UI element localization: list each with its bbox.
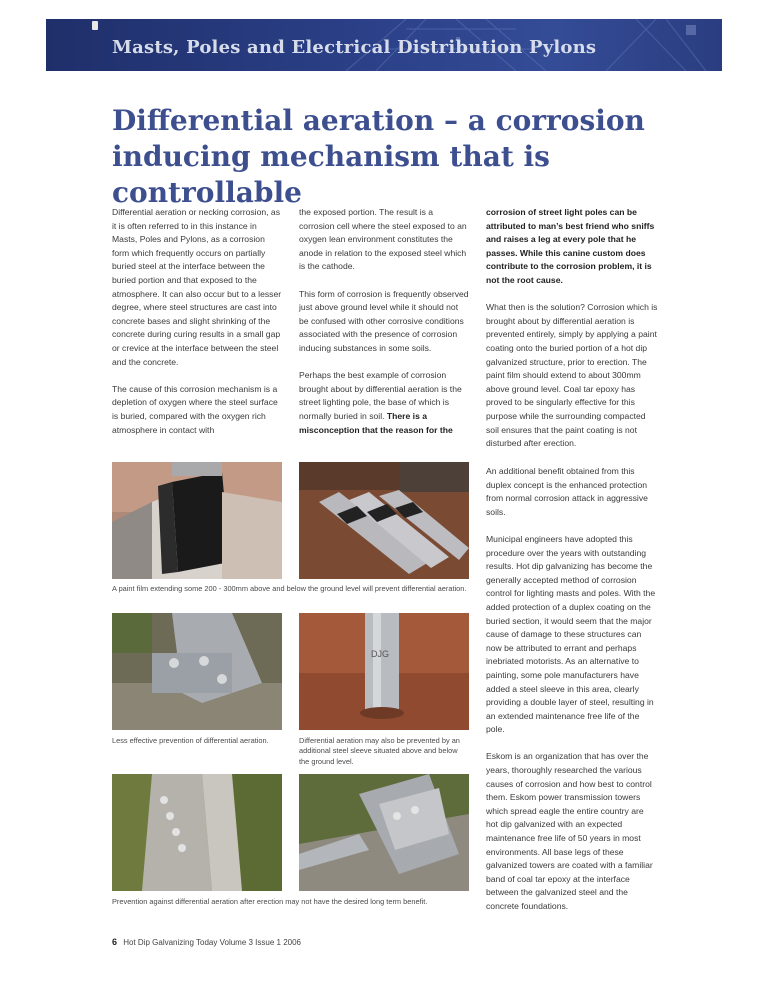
paragraph: Municipal engineers have adopted this procedure over the years with outstanding results. Hot dip galvanizing has become the generally accepted method of corrosion control for lighting masts and poles. With the added protection of a duplex coating on the buried section, it would seem that the major cause of damage to these structures can now be attributed to errant and perhaps inebriated motorists. As an alternative to painting, some pole manufacturers have added a steel sleeve in this area, clearly providing a double layer of steel, resulting in an extended maintenance free life of the pole. bbox=[486, 533, 656, 735]
paragraph: Eskom is an organization that has over the years, thoroughly researched the various causes of corrosion and how best to control them. Eskom power transmission towers which spread eagle the entire country are hot dip galvanized with an expected maintenance free life of 50 years in most environments. All base legs of these galvanized towers are coated with a familiar band of coal tar epoxy at the interface between the galvanized steel and the concrete foundations. bbox=[486, 751, 653, 911]
photo-pole-steel-sleeve bbox=[299, 613, 469, 730]
photo-tower-leg-grass bbox=[112, 774, 282, 891]
photo-tower-leg-concrete bbox=[299, 774, 469, 891]
section-marker-icon bbox=[92, 21, 98, 30]
paragraph: The cause of this corrosion mechanism is a depletion of oxygen where the steel surface is buried, compared with the oxygen rich atmosphere in contact with bbox=[112, 383, 278, 435]
paragraph: An additional benefit obtained from this duplex concept is the enhanced protection from normal corrosion attack in aggressive soils. bbox=[486, 466, 648, 517]
photo-coated-poles-stacked bbox=[299, 462, 469, 579]
paragraph: What then is the solution? Corrosion which is brought about by differential aeration is prevented entirely, simply by applying a paint coating onto the buried portion of a hot dip galvanized structure, prior to erection. The paint film should extend to about 300mm above ground level. Coal tar epoxy has proved to be singularly effective for this purpose while the surrounding compacted soil ensures that the paint coating is not disturbed after erection. bbox=[486, 302, 658, 449]
paragraph bbox=[299, 369, 469, 437]
photo-caption: Prevention against differential aeration after erection may not have the desired long term benefit. bbox=[112, 897, 428, 906]
page-footer bbox=[112, 937, 301, 947]
paragraph-text: Perhaps the best example of corrosion brought about by differential aeration is the street lighting pole, the base of which is normally buried in soil. bbox=[299, 370, 462, 421]
photo-caption: Less effective prevention of differential aeration. bbox=[112, 736, 269, 745]
article-headline: Differential aeration – a corrosion inducing mechanism that is controllable bbox=[112, 104, 645, 209]
text-column-2 bbox=[299, 206, 469, 437]
paragraph: This form of corrosion is frequently observed just above ground level while it should not be confused with other corrosive conditions associated with the presence of corrosion inducing substances in some soils. bbox=[299, 288, 469, 353]
section-title: Masts, Poles and Electrical Distribution Pylons bbox=[112, 37, 597, 58]
publication-info: Hot Dip Galvanizing Today Volume 3 Issue 1 2006 bbox=[123, 938, 301, 947]
photo-bolted-base-plate bbox=[112, 613, 282, 730]
bold-text: There is a misconception that the reason for the bbox=[299, 410, 453, 435]
paragraph: the exposed portion. The result is a corrosion cell where the steel exposed to an oxygen lean environment constitutes the anode in relation to the exposed steel which is the cathode. bbox=[299, 207, 467, 272]
page-number: 6 bbox=[112, 937, 118, 947]
text-column-1 bbox=[112, 206, 282, 437]
photo-painted-pole-base bbox=[112, 462, 282, 579]
text-column-3-lower bbox=[486, 465, 656, 914]
svg-text:DJG: DJG bbox=[371, 649, 389, 659]
paragraph: Differential aeration or necking corrosion, as it is often referred to in this instance in Masts, Poles and Pylons, as a corrosion form which frequently occurs on partially buried steel at the interface between the buried portion and that exposed to the atmosphere. It can also occur but to a lesser degree, where steel structures are cast into concrete bases and slight shrinking of the concrete during curing results in a small gap or crevice at the interface between the steel and the concrete. bbox=[112, 207, 282, 367]
photo-caption: A paint film extending some 200 - 300mm above and below the ground level will prevent differential aeration. bbox=[112, 584, 467, 593]
section-banner bbox=[46, 19, 722, 71]
bold-paragraph: corrosion of street light poles can be attributed to man’s best friend who sniffs and raises a leg at every pole that he passes. While this canine custom does contribute to the corrosion problem, it is not the root cause. bbox=[486, 207, 655, 285]
photo-caption: Differential aeration may also be prevented by an additional steel sleeve situated above and below the ground level. bbox=[299, 736, 460, 766]
text-column-3-upper bbox=[486, 206, 658, 451]
